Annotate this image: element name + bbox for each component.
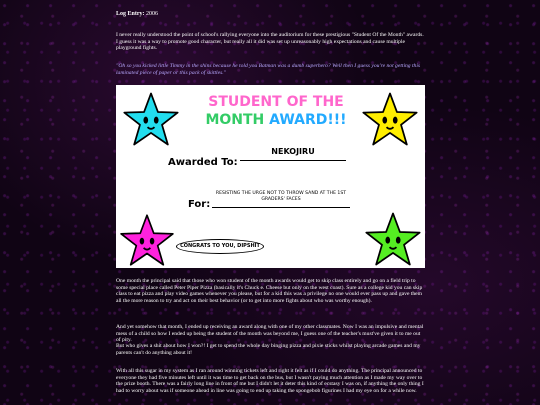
for-label: For: xyxy=(188,199,211,210)
log-entry-year: 2006 xyxy=(146,11,158,17)
certificate-title-line1: STUDENT OF THE xyxy=(208,94,344,110)
magenta-star-shape xyxy=(121,215,173,265)
cyan-star-shape xyxy=(124,93,177,144)
intro-paragraph: I never really understood the point of school's rallying everyone into the auditorium for these prestigious "Student Of the Month" awards. I guess it was a way to promote good character, but really all it did was set up unreasonably high expectations and cause multiple playground fights. xyxy=(116,32,424,52)
awardee-name: NEKOJIRU xyxy=(240,149,346,161)
log-entry-label: Log Entry: xyxy=(116,11,145,17)
paragraph-field-trip: One month the principal said that those who won student of the month awards would get to skip class entirely and go on a field trip to some special place called Peter Piper Pizza (basically it's Chuck e. Cheese but only on the west coast). Sure as a college kid you can skip class to eat pizza and play video games whenever you please, but for a kid this was a privilege no one would ever pass up and gave them all the more reason to try and act on their best behavior (or to get into more fights about who was worthy enough). xyxy=(116,278,423,304)
award-certificate-image xyxy=(116,85,425,268)
certificate-title xyxy=(191,93,361,129)
magenta-star-icon xyxy=(118,213,176,267)
awarded-to-label: Awarded To: xyxy=(168,157,238,168)
yellow-star-shape xyxy=(363,93,416,144)
log-entry-header xyxy=(116,11,158,18)
yellow-star-icon xyxy=(361,91,419,147)
quote-paragraph: "Oh so you kicked little Timmy in the shins because he told you Batman was a dumb superhero? Well then I guess you're not getting this laminated piece of paper or this pack of skittles." xyxy=(116,63,421,76)
paragraph-award-received: And yet somehow that month, I ended up receiving an award along with one of my other classmates. Now I was an impulsive and mental mess of a child so how I ended up being the student of the month was beyond me, I guess one of the teacher's must've given it to me out of pity. xyxy=(116,324,424,344)
green-star-icon xyxy=(364,211,422,267)
award-reason: RESISTING THE URGE NOT TO THROW SAND AT THE 1ST GRADERS' FACES xyxy=(212,191,350,208)
paragraph-pizza-day: But who gives a shit about how I won?! I get to spend the whole day binging pizza and pixie sticks whilst playing arcade games and my parents can't do anything about it! xyxy=(116,343,421,356)
green-star-shape xyxy=(366,213,419,264)
cyan-star-icon xyxy=(122,91,180,147)
certificate-title-month: MONTH xyxy=(205,112,270,128)
speech-bubble: CONGRATS TO YOU, DIPSHIT xyxy=(176,239,264,254)
certificate-title-award: AWARD!!! xyxy=(269,112,347,128)
paragraph-prize-booth: With all this sugar in my system as I ran around winning tickets left and right it felt as if I could do anything. The principal announced to everyone they had five minutes left until it was time to get back on the bus, but I wasn't paying much attention as I made my way over to the prize booth. There was a fairly long line in front of me but I didn't let it deter this kind of ecstasy I was on, if anything the only thing I had to worry about was if someone ahead in line was going to end up taking the spongebob figurines I had my eye on for a while now. xyxy=(116,368,424,394)
